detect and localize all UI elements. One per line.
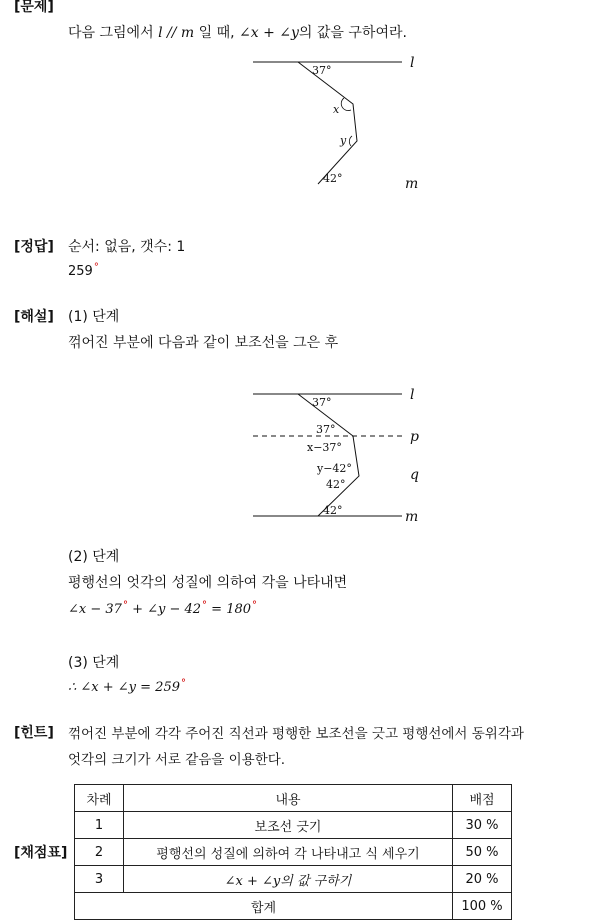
problem-figure — [0, 0, 604, 200]
hint-label: [힌트] — [14, 725, 54, 741]
fig2-label-m: m — [405, 509, 419, 525]
step2-equation — [68, 600, 257, 617]
rubric-header-score: 배점 — [453, 785, 512, 812]
rubric-score: 30 % — [453, 812, 512, 839]
step2-eq-b: + ∠y − 42 — [127, 602, 202, 617]
step3-deg: ° — [181, 678, 186, 689]
fig2-label-p: p — [410, 429, 419, 445]
problem-parallel: l // m — [158, 25, 195, 41]
rubric-total-row — [75, 893, 512, 920]
step1-text: 꺾어진 부분에 다음과 같이 보조선을 그은 후 — [68, 335, 339, 351]
fig1-label-l: l — [410, 55, 415, 71]
problem-expression: ∠x + ∠y — [239, 25, 299, 41]
fig2-angle-bottom: 42° — [323, 504, 343, 517]
rubric-order: 1 — [75, 812, 124, 839]
rubric-content: 평행선의 성질에 의하여 각 나타내고 식 세우기 — [124, 839, 453, 866]
step2-deg-b: ° — [202, 600, 208, 611]
fig2-angle-37: 37° — [316, 423, 336, 436]
hint-line2: 엇각의 크기가 서로 같음을 이용한다. — [68, 752, 286, 768]
rubric-header-content: 내용 — [124, 785, 453, 812]
angle-x-arc — [341, 98, 351, 111]
fig1-angle-37: 37° — [312, 64, 332, 77]
rubric-header-row — [75, 785, 512, 812]
rubric-label: [채점표] — [14, 845, 68, 861]
answer-number: 259 — [68, 264, 93, 279]
solution-label: [해설] — [14, 309, 54, 325]
fig1-angle-42: 42° — [323, 172, 343, 185]
fig2-angle-x37: x−37° — [307, 441, 342, 454]
table-row — [75, 866, 512, 893]
fig2-label-q: q — [410, 467, 419, 483]
rubric-total-label: 합계 — [75, 893, 453, 920]
table-row — [75, 839, 512, 866]
answer-value — [68, 262, 99, 279]
step2-text: 평행선의 엇각의 성질에 의하여 각을 나타내면 — [68, 575, 348, 591]
step3-title: (3) 단계 — [68, 655, 120, 671]
rubric-score: 20 % — [453, 866, 512, 893]
answer-meta: 순서: 없음, 갯수: 1 — [68, 239, 186, 255]
step2-deg-a: ° — [122, 600, 128, 611]
solution-figure — [0, 380, 604, 530]
problem-label: [문제] — [14, 0, 54, 15]
fig1-label-m: m — [405, 176, 419, 192]
step3-eq: ∴ ∠x + ∠y = 259 — [68, 680, 180, 695]
angle-y-arc — [349, 136, 352, 146]
step2-deg-c: ° — [252, 600, 258, 611]
problem-prefix: 다음 그림에서 — [68, 25, 154, 41]
problem-suffix: 의 값을 구하여라. — [298, 25, 407, 41]
problem-middle: 일 때, — [198, 25, 235, 41]
rubric-header-order: 차례 — [75, 785, 124, 812]
rubric-content: ∠x + ∠y의 값 구하기 — [124, 866, 453, 893]
fig2-zigzag — [298, 394, 359, 516]
zigzag-line — [298, 62, 357, 184]
rubric-order: 3 — [75, 866, 124, 893]
step2-eq-a: ∠x − 37 — [68, 602, 122, 617]
fig2-label-l: l — [410, 387, 415, 403]
rubric-content: 보조선 긋기 — [124, 812, 453, 839]
step2-eq-c: = 180 — [207, 602, 252, 617]
rubric-total-score: 100 % — [453, 893, 512, 920]
fig1-angle-y: y — [340, 134, 347, 147]
rubric-order: 2 — [75, 839, 124, 866]
hint-line1: 꺾어진 부분에 각각 주어진 직선과 평행한 보조선을 긋고 평행선에서 동위각과 — [68, 726, 524, 742]
table-row — [75, 812, 512, 839]
fig2-angle-top: 37° — [312, 396, 332, 409]
rubric-score: 50 % — [453, 839, 512, 866]
step1-title: (1) 단계 — [68, 309, 120, 325]
fig2-angle-42: 42° — [326, 478, 346, 491]
answer-degree: ° — [93, 262, 99, 273]
rubric-table — [74, 784, 512, 920]
step3-equation — [68, 678, 186, 695]
fig2-angle-y42: y−42° — [317, 462, 352, 475]
answer-label: [정답] — [14, 239, 54, 255]
fig1-angle-x: x — [333, 103, 340, 116]
step2-title: (2) 단계 — [68, 549, 120, 565]
